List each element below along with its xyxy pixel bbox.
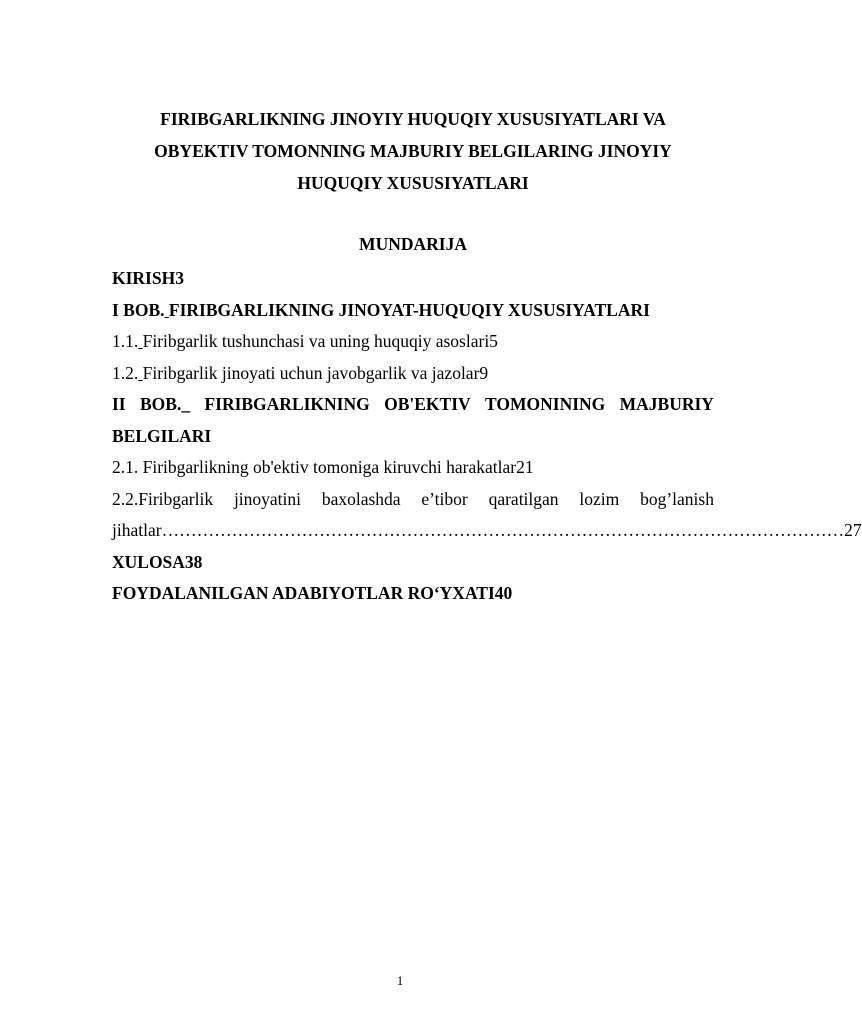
toc-entry-1-1[interactable] bbox=[112, 326, 714, 358]
toc-entry-2-2-line2[interactable] bbox=[112, 515, 862, 547]
toc-2-2-word: 2.2.Firibgarlik bbox=[112, 488, 214, 509]
toc-entry-xulosa[interactable]: XULOSA38 bbox=[112, 551, 203, 572]
toc-1-1-title: Firibgarlik tushunchasi va uning huquqiy asoslari5 bbox=[142, 331, 498, 351]
toc-2-2-word: lozim bbox=[579, 488, 620, 509]
toc-entry-bob2-line2[interactable]: BELGILARI bbox=[112, 425, 212, 446]
toc-2-2-label-end: jihatlar bbox=[112, 520, 162, 540]
toc-entry-kirish[interactable]: KIRISH3 bbox=[112, 268, 184, 288]
toc-bob1-title: FIRIBGARLIKNING JINOYAT-HUQUQIY XUSUSIYATLARI bbox=[168, 299, 650, 320]
toc-1-2-title: Firibgarlik jinoyati uchun javobgarlik va jazolar9 bbox=[142, 362, 489, 383]
toc-bob2-word: MAJBURIY bbox=[619, 394, 714, 414]
toc-bob2-word: II bbox=[112, 394, 126, 414]
toc-entry-1-2[interactable] bbox=[112, 358, 714, 390]
document-title: FIRIBGARLIKNING JINOYIY HUQUQIY XUSUSIYATLARI VA OBYEKTIV TOMONNING MAJBURIY BELGILARING JINOYIY HUQUQIY XUSUSIYATLARI bbox=[154, 109, 672, 193]
toc-entry-bob1[interactable] bbox=[112, 295, 714, 327]
toc-2-2-word: bog’lanish bbox=[640, 488, 714, 509]
toc-bob2-word: BOB._ bbox=[139, 394, 191, 414]
toc-2-2-word: qaratilgan bbox=[488, 488, 559, 509]
table-of-contents bbox=[112, 263, 862, 610]
toc-entry-bob2[interactable] bbox=[112, 389, 714, 421]
toc-2-2-word: baxolashda bbox=[321, 488, 401, 509]
toc-entry-2-1[interactable]: 2.1. Firibgarlikning ob'ektiv tomoniga kiruvchi harakatlar21 bbox=[112, 457, 534, 477]
toc-2-2-word: jinoyatini bbox=[233, 488, 302, 509]
toc-entry-adabiyotlar[interactable]: FOYDALANILGAN ADABIYOTLAR RO‘YXATI40 bbox=[112, 583, 513, 603]
toc-1-2-number: 1.2. bbox=[112, 362, 139, 383]
toc-2-2-word: e’tibor bbox=[421, 488, 468, 509]
toc-bob1-prefix: I BOB. bbox=[112, 299, 165, 320]
toc-heading: MUNDARIJA bbox=[359, 234, 467, 254]
toc-entry-2-2[interactable] bbox=[112, 484, 714, 516]
toc-1-1-number: 1.1. bbox=[112, 331, 139, 351]
page-number: 1 bbox=[396, 973, 404, 988]
toc-bob2-word: FIRIBGARLIKNING bbox=[204, 394, 370, 414]
toc-bob2-word: OB'EKTIV bbox=[384, 394, 471, 414]
toc-bob2-word: TOMONINING bbox=[485, 394, 606, 414]
toc-2-2-leader-dots: ……………………………………………………………………………………………………… bbox=[161, 520, 845, 540]
toc-2-2-page: 27 bbox=[844, 520, 862, 540]
